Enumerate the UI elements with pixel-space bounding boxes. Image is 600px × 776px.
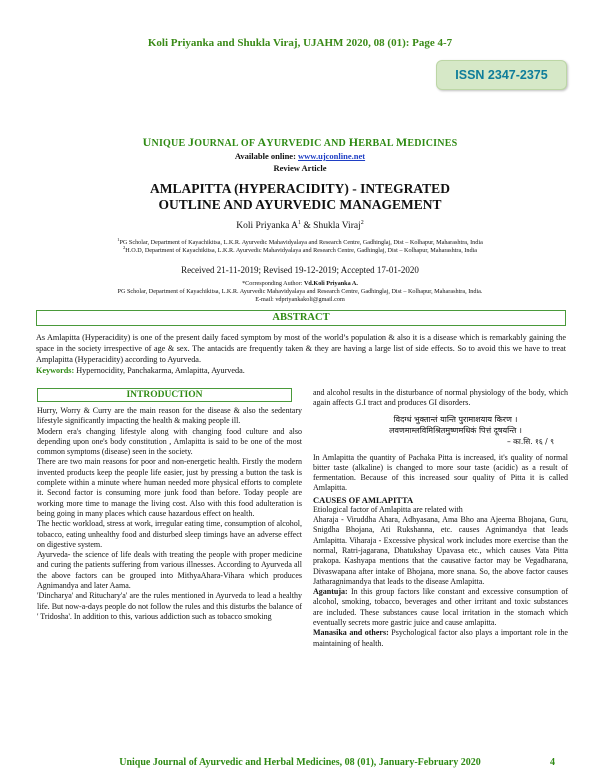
author-2-sup: 2	[360, 220, 364, 226]
abstract-text: As Amlapitta (Hyperacidity) is one of the present daily faced symptom by most of the world’s population & also it is a disease which is remarkably gaining the space in the society irrespective of age & sex. The antacids are frequently taken & they are having a large list of side effects. So to avoid this we have to treat Amplapitta (Hyperacidity) according to Ayurveda.	[36, 333, 566, 364]
manasika-paragraph	[313, 628, 568, 649]
page-footer: Unique Journal of Ayurvedic and Herbal Medicines, 08 (01), January-February 2020	[119, 757, 481, 768]
journal-title-word: AYURVEDIC AND	[257, 135, 349, 149]
manasika-label: Manasika and others:	[313, 628, 389, 638]
intro-paragraph: 'Dincharya' and Rituchary'a' are the rules mentioned in Ayurveda to lead a healthy life. But now-a-days people do not follow the rules and this disturbs the balance of ' Tridosha'. In addition to this, various addiction such as tobacco smoking	[37, 591, 302, 621]
journal-title-word: MEDICINES	[395, 135, 458, 149]
verse-reference: – का.सि. १६ / ९	[507, 436, 554, 446]
right-paragraph: In Amlapitta the quantity of Pachaka Pitta is increased, it's quality of normal bitter taste (alkaline) is changed to more sour taste (acidic) as a result of fermentation. Because of this increased sour quality of Pitta it is called Amlapitta.	[313, 452, 568, 493]
journal-title-word: UNIQUE	[142, 135, 189, 149]
availability-line	[0, 151, 600, 161]
author-1-sup: 1	[298, 220, 302, 226]
title-line-2: OUTLINE AND AYURVEDIC MANAGEMENT	[158, 197, 442, 212]
introduction-heading: INTRODUCTION	[37, 388, 292, 402]
right-column	[313, 388, 568, 649]
page-number: 4	[550, 757, 555, 768]
corr-email: E-mail: vdpriyankakoli@gmail.com	[255, 296, 345, 303]
journal-title-word: JOURNAL OF	[188, 135, 258, 149]
running-head: Koli Priyanka and Shukla Viraj, UJAHM 2020, 08 (01): Page 4-7	[147, 37, 453, 49]
agantuja-paragraph	[313, 587, 568, 628]
affiliation-2	[0, 245, 600, 254]
corr-affiliation: PG Scholar, Department of Kayachikitsa, L.K.R. Ayurvedic Mahavidyalaya and Research Centre, Gadhinglaj, Dist – Kolhapur, Maharashtra, India.	[117, 288, 483, 295]
abstract-heading: ABSTRACT	[36, 310, 566, 326]
keywords-text: Hypernocidity, Panchakarma, Amlapitta, Ayurveda.	[74, 366, 245, 375]
affiliation-2-text: H.O.D, Department of Kayachikitsa, L.K.R. Ayurvedic Mahavidyalaya and Research Centre, Gadhinglaj, Dist – Kolhapur, Maharashtra, India	[125, 247, 477, 255]
causes-intro: Etiological factor of Amlapitta are related with	[313, 504, 463, 514]
causes-text: Aharaja - Viruddha Ahara, Adhyasana, Ama Bho ana Ajeerna Bhojana, Guru, Snigdha Bhojana, Ati Rukshanna, etc. causes Agnimandya that leads Amlapitta. Viharaja - Excessive physical work includes more exercise than the normal, Ratri-jagarana, Dhatukshay Upavasa etc., which causes Vata Pitta prakopa. Kashyapa mentions that the causative factor may be Vegadharana, Divaswapana after intake of Bhojana, more snana. So, the above factor causes Jatharagnimandya that leads to the disease Amlapitta.	[313, 515, 568, 586]
verse-line-1: विदग्धं भुक्तान्तं यान्ति पुरामाशयाय किरण ।	[393, 414, 518, 424]
agantuja-label: Agantuja:	[313, 587, 348, 597]
corr-name: Vd.Koli Priyanka A.	[303, 280, 358, 287]
author-1: Koli Priyanka A	[236, 221, 299, 232]
author-separator: &	[301, 221, 314, 232]
author-list	[0, 220, 600, 231]
affiliation-1-sup: 1	[117, 237, 120, 242]
corresponding-author	[0, 280, 600, 287]
author-2: Shukla Viraj	[313, 221, 361, 232]
causes-heading: CAUSES OF AMLAPITTA	[313, 494, 414, 505]
right-paragraph: and alcohol results in the disturbance of normal physiology of the body, which again affects G.I tract and produces GI disorders.	[313, 388, 568, 408]
title-line-1: AMLAPITTA (HYPERACIDITY) - INTEGRATED	[150, 181, 450, 196]
online-label: Available online:	[234, 151, 299, 161]
affiliation-1-text: PG Scholar, Department of Kayachikitsa, L.K.R. Ayurvedic Mahavidyalaya and Research Centre, Gadhinglaj, Dist – Kolhapur, Maharashtra, India	[119, 239, 483, 247]
corr-label: *Corresponding Author:	[242, 280, 304, 287]
received-dates: Received 21-11-2019; Revised 19-12-2019; Accepted 17-01-2020	[181, 265, 419, 275]
issn-badge: ISSN 2347-2375	[436, 60, 567, 90]
manasika-text: Psychological factor also plays a important role in the maintaining of health.	[313, 628, 568, 648]
keywords-label: Keywords:	[36, 366, 75, 375]
keywords	[36, 366, 566, 375]
article-title	[0, 181, 600, 213]
verse-line-2: लवणमाम्लविमिश्रितमुष्णमधिकं पित्तं दूषयन्ति ।	[389, 425, 522, 435]
intro-paragraph: Modern era's changing lifestyle along with changing food culture and also depending upon one's body constitution , Amlapitta is said to be one of the most common symptoms (disease) seen in the society.	[37, 426, 302, 457]
journal-title-word: HERBAL	[348, 135, 396, 149]
intro-paragraph: There are two main reasons for poor and non-energetic health. Firstly the modern invented products keep the people life easier, just by pressing a button the task is complete within a minute where human needed more physical efforts to complete it. Second factor is consuming more junk food than before. Today people are working more time to manage the living cost. Also with this food adulteration is being going in many places which cause hazardous effect on health.	[37, 457, 302, 518]
affiliation-2-sup: 2	[122, 245, 126, 250]
intro-paragraph: The hectic workload, stress at work, irregular eating time, consumption of alcohol, tobacco, eating unhealthy food and disturbed sleep timings have an adverse effect on digestive system.	[37, 519, 302, 549]
intro-paragraph: Hurry, Worry & Curry are the main reason for the disease & also the sedentary lifestyle significantly impacting the health & making people ill.	[37, 406, 302, 426]
left-column	[37, 388, 302, 622]
intro-paragraph: Ayurveda- the science of life deals with treating the people with proper medicine and curing the patients suffering from various illnesses. According to Ayurveda all the above factors can be grouped into MithyaAhara-Vihara which produces Agnimandya and later Aama.	[37, 550, 302, 591]
sanskrit-verse	[343, 414, 568, 447]
journal-title	[0, 135, 600, 150]
journal-url-link[interactable]: www.ujconline.net	[298, 151, 366, 161]
agantuja-text: In this group factors like constant and excessive consumption of alcohol, smoking, tobacco, beverages and other irritant and toxic substances are included. These substances cause local irritation in the stomach which eventually secrets more gastric juice and cause amlapitta.	[313, 587, 568, 628]
article-type: Review Article	[273, 163, 327, 173]
